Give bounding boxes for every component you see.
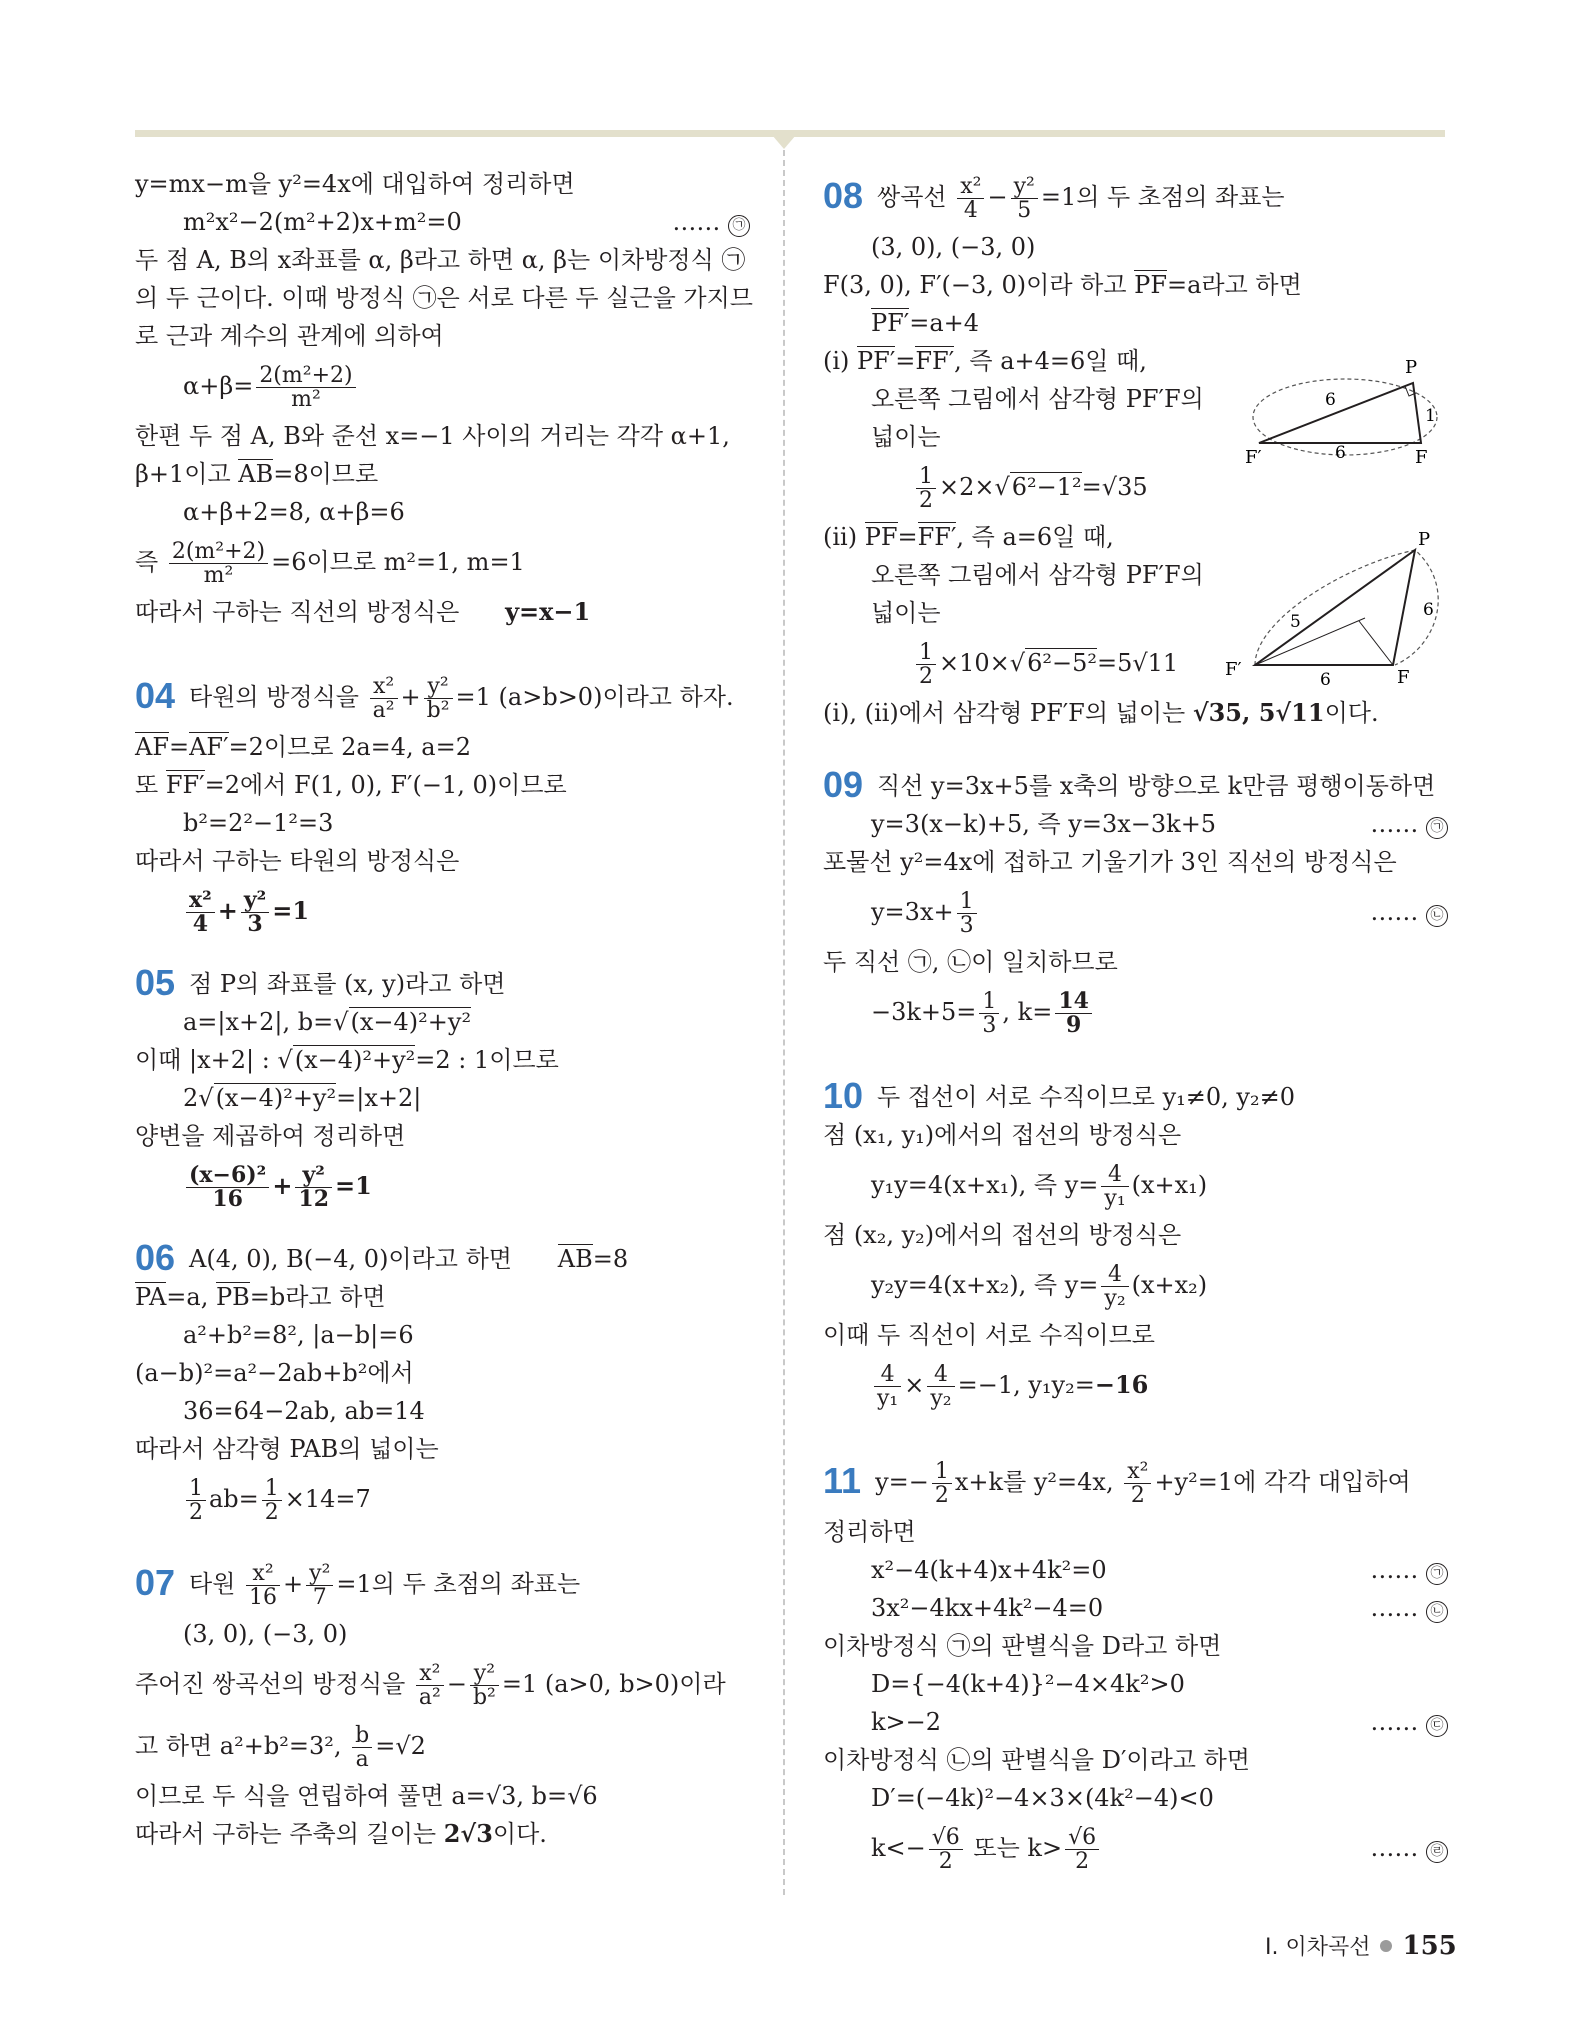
fraction: $\frac{\text{y²}}{\text{b²}}$ (424, 675, 453, 722)
text-line: 주어진 쌍곡선의 방정식을 $\frac{\text{x²}}{\text{a²}}$ − $\frac{\text{y²}}{\text{b²}}$ =1 (a>0, b>0)이라 (135, 1660, 726, 1710)
segment-label: AB (238, 460, 274, 488)
section-title: I. 이차곡선 (1265, 1935, 1371, 1960)
text-line: 한편 두 점 A, B와 준선 x=−1 사이의 거리는 각각 α+1, (135, 422, 730, 450)
equation-line: α+β= $\frac{\text{2(m²+2)}}{\text{m²}}$ (135, 355, 750, 417)
problem-08-heading: 08 쌍곡선 $\frac{\text{x²}}{4}$ − $\frac{\text{y²}}{5}$ =1의 두 초점의 좌표는 (823, 173, 1285, 223)
equation-line: (3, 0), (−3, 0) (871, 233, 1036, 261)
answer: −16 (1094, 1370, 1149, 1399)
equation-line: y=3(x−k)+5, 즉 y=3x−3k+5 …… ㉠ (823, 805, 1448, 843)
problem-09-heading: 09 직선 y=3x+5를 x축의 방향으로 k만큼 평행이동하면 (823, 764, 1436, 805)
circled-label: ㉠ (1426, 817, 1448, 839)
equation-line: m²x²−2(m²+2)x+m²=0 …… ㉠ (135, 203, 750, 241)
problem-number: 08 (823, 175, 864, 216)
equation-line: −3k+5= $\frac{1}{3}$ , k= $\frac{14}{9}$ (823, 981, 1448, 1043)
vertex-label-f-prime: F′ (1225, 659, 1242, 680)
problem-number: 04 (135, 675, 176, 716)
equation-line: k<− $\frac{√6}{2}$ 또는 k> $\frac{√6}{2}$ …… ㉣ (823, 1817, 1448, 1879)
circled-label: ㉡ (1426, 1601, 1448, 1623)
side-label: 6 (1423, 600, 1434, 620)
equation-line: D={−4(k+4)}²−4×4k²>0 (871, 1670, 1185, 1698)
text-line: 이때 |x+2| : √(x−4)²+y²=2 : 1이므로 (135, 1046, 559, 1074)
text-line: F(3, 0), F′(−3, 0)이라 하고 PF=a라고 하면 (823, 271, 1302, 299)
circled-label: ㉢ (1426, 1715, 1448, 1737)
problem-number: 07 (135, 1562, 176, 1603)
equation-line: b²=2²−1²=3 (183, 809, 334, 837)
equation-line: y₁y=4(x+x₁), 즉 y= $\frac{4}{\text{y₁}}$ (x+x₁) (871, 1161, 1208, 1211)
text-line: 넓이는 (871, 423, 941, 451)
vertex-label-f: F (1397, 667, 1410, 688)
text-line: 이차방정식 ㉠의 판별식을 D라고 하면 (823, 1632, 1222, 1660)
text-line: 오른쪽 그림에서 삼각형 PF′F의 (871, 561, 1204, 589)
fraction: $\frac{\text{x²}}{\text{a²}}$ (370, 675, 398, 722)
left-column (135, 165, 753, 1853)
side-label: 5 (1290, 612, 1301, 632)
answer: $\frac{14}{9}$ (1055, 990, 1092, 1037)
fraction: $\frac{\text{2(m²+2)}}{\text{m²}}$ (256, 364, 355, 411)
problem-04-heading: 04 타원의 방정식을 $\frac{\text{x²}}{\text{a²}}$ + $\frac{\text{y²}}{\text{b²}}$ =1 (a>b>0)이라고 하자. (135, 673, 734, 723)
text-line: 점 (x₁, y₁)에서의 접선의 방정식은 (823, 1121, 1182, 1149)
problem-10-heading: 10 두 접선이 서로 수직이므로 y₁≠0, y₂≠0 (823, 1075, 1295, 1116)
equation-line: (3, 0), (−3, 0) (183, 1620, 348, 1648)
footer-dot (1380, 1940, 1392, 1952)
text-line: 따라서 삼각형 PAB의 넓이는 (135, 1435, 439, 1463)
vertex-label-f-prime: F′ (1245, 447, 1262, 468)
vertex-label-p: P (1405, 357, 1418, 378)
text-line: 이차방정식 ㉡의 판별식을 D′이라고 하면 (823, 1746, 1250, 1774)
text-line: 따라서 구하는 주축의 길이는 2√3이다. (135, 1819, 547, 1848)
case-ii: (ii) PF=FF′, 즉 a=6일 때, (823, 523, 1114, 551)
page-number: 155 (1402, 1931, 1457, 1961)
equation-line: D′=(−4k)²−4×3×(4k²−4)<0 (871, 1784, 1214, 1812)
page-footer (1265, 1930, 1457, 1961)
answer-line: $\frac{1}{2}$ ab= $\frac{1}{2}$ ×14=7 (135, 1468, 750, 1530)
text-line: 이때 두 직선이 서로 수직이므로 (823, 1321, 1155, 1349)
text-line: 포물선 y²=4x에 접하고 기울기가 3인 직선의 방정식은 (823, 848, 1397, 876)
text-line: 정리하면 (823, 1518, 916, 1546)
problem-11-heading: 11 y=− $\frac{1}{2}$ x+k를 y²=4x, $\frac{\text{x²}}{2}$ +y²=1에 각각 대입하여 (823, 1458, 1411, 1508)
text-line: 이므로 두 식을 연립하여 풀면 a=√3, b=√6 (135, 1782, 598, 1810)
problem-06-heading: 06 A(4, 0), B(−4, 0)이라고 하면 AB=8 (135, 1237, 629, 1278)
problem-number: 06 (135, 1237, 176, 1278)
circled-label: ㉠ (728, 215, 750, 237)
fraction: $\frac{\text{2(m²+2)}}{\text{m²}}$ (169, 540, 268, 587)
text-line: 따라서 구하는 직선의 방정식은 y=x−1 (135, 597, 591, 626)
triangle-figure-2 (1225, 525, 1450, 690)
problem-number: 10 (823, 1075, 864, 1116)
circled-label: ㉣ (1426, 1841, 1448, 1863)
text-line: 고 하면 a²+b²=3², $\frac{b}{a}$ =√2 (135, 1722, 426, 1772)
equation-line: 36=64−2ab, ab=14 (183, 1397, 425, 1425)
text-line: 의 두 근이다. 이때 방정식 ㉠은 서로 다른 두 실근을 가지므 (135, 284, 753, 312)
problem-number: 09 (823, 764, 864, 805)
answer: 2√3 (443, 1819, 493, 1848)
answer: $\frac{\text{(x−6)²}}{16}$ + $\frac{\text{y²}}{12}$ =1 (135, 1155, 750, 1217)
equation-mark: …… ㉠ (672, 203, 750, 241)
text-line: 넓이는 (871, 599, 941, 627)
case-i: (i) PF′=FF′, 즉 a+4=6일 때, (823, 347, 1147, 375)
equation-line: (a−b)²=a²−2ab+b²에서 (135, 1359, 414, 1387)
text-line: 점 (x₂, y₂)에서의 접선의 방정식은 (823, 1221, 1182, 1249)
header-rule-notch (772, 135, 796, 149)
equation-line: a=|x+2|, b=√(x−4)²+y² (183, 1008, 472, 1036)
text-line: 오른쪽 그림에서 삼각형 PF′F의 (871, 385, 1204, 413)
equation-line: x²−4(k+4)x+4k²=0 …… ㉠ (823, 1551, 1448, 1589)
triangle-figure-1 (1245, 355, 1445, 470)
column-divider (783, 150, 785, 1895)
answer: √35, 5√11 (1192, 698, 1325, 727)
circled-label: ㉡ (1426, 905, 1448, 927)
equation-line: α+β+2=8, α+β=6 (183, 498, 405, 526)
text-line: 따라서 구하는 타원의 방정식은 (135, 847, 460, 875)
equation-line: a²+b²=8², |a−b|=6 (183, 1321, 414, 1349)
text-line: AF=AF′=2이므로 2a=4, a=2 (135, 733, 471, 761)
problem-number: 05 (135, 962, 176, 1003)
text-line: 또 FF′=2에서 F(1, 0), F′(−1, 0)이므로 (135, 771, 567, 799)
equation-line: 2√(x−4)²+y²=|x+2| (183, 1084, 422, 1112)
vertex-label-f: F (1415, 447, 1428, 468)
equation-line: 3x²−4kx+4k²−4=0 …… ㉡ (823, 1589, 1448, 1627)
text-line: 즉 $\frac{\text{2(m²+2)}}{\text{m²}}$ =6이므로 m²=1, m=1 (135, 538, 525, 588)
circled-label: ㉠ (1426, 1563, 1448, 1585)
equation-line: y₂y=4(x+x₂), 즉 y= $\frac{4}{\text{y₂}}$ (x+x₂) (871, 1261, 1208, 1311)
problem-number: 11 (823, 1460, 862, 1501)
vertex-label-p: P (1418, 529, 1431, 550)
answer: y=x−1 (505, 597, 591, 626)
equation-line: PF′=a+4 (871, 309, 980, 337)
answer: $\frac{\text{x²}}{4}$ + $\frac{\text{y²}}{3}$ =1 (135, 880, 750, 942)
text-line: (i), (ii)에서 삼각형 PF′F의 넓이는 √35, 5√11이다. (823, 698, 1379, 727)
side-label: 6 (1320, 670, 1331, 690)
text-line: 두 점 A, B의 x좌표를 α, β라고 하면 α, β는 이차방정식 ㉠ (135, 246, 746, 274)
text-line: y=mx−m을 y²=4x에 대입하여 정리하면 (135, 170, 575, 198)
equation-line: k>−2 …… ㉢ (823, 1703, 1448, 1741)
text-line: 두 직선 ㉠, ㉡이 일치하므로 (823, 948, 1118, 976)
text-line: 양변을 제곱하여 정리하면 (135, 1122, 406, 1150)
text-line: 로 근과 계수의 관계에 의하여 (135, 322, 444, 350)
text-line: PA=a, PB=b라고 하면 (135, 1283, 386, 1311)
problem-05-heading: 05 점 P의 좌표를 (x, y)라고 하면 (135, 962, 506, 1003)
equation-line: y=3x+ $\frac{1}{3}$ …… ㉡ (823, 881, 1448, 943)
problem-07-heading: 07 타원 $\frac{\text{x²}}{16}$ + $\frac{\text{y²}}{7}$ =1의 두 초점의 좌표는 (135, 1560, 581, 1610)
equation-line: $\frac{4}{\text{y₁}}$ × $\frac{4}{\text{y₂}}$ =−1, y₁y₂=−16 (823, 1354, 1448, 1416)
side-label: 1 (1425, 406, 1436, 426)
equation-line: $\frac{1}{2}$ ×10×√6²−5²=5√11 (823, 632, 1448, 694)
side-label: 6 (1325, 390, 1336, 410)
equation-line: $\frac{1}{2}$ ×2×√6²−1²=√35 (823, 456, 1448, 518)
text-line: β+1이고 AB=8이므로 (135, 460, 379, 488)
side-label: 6 (1335, 443, 1346, 463)
